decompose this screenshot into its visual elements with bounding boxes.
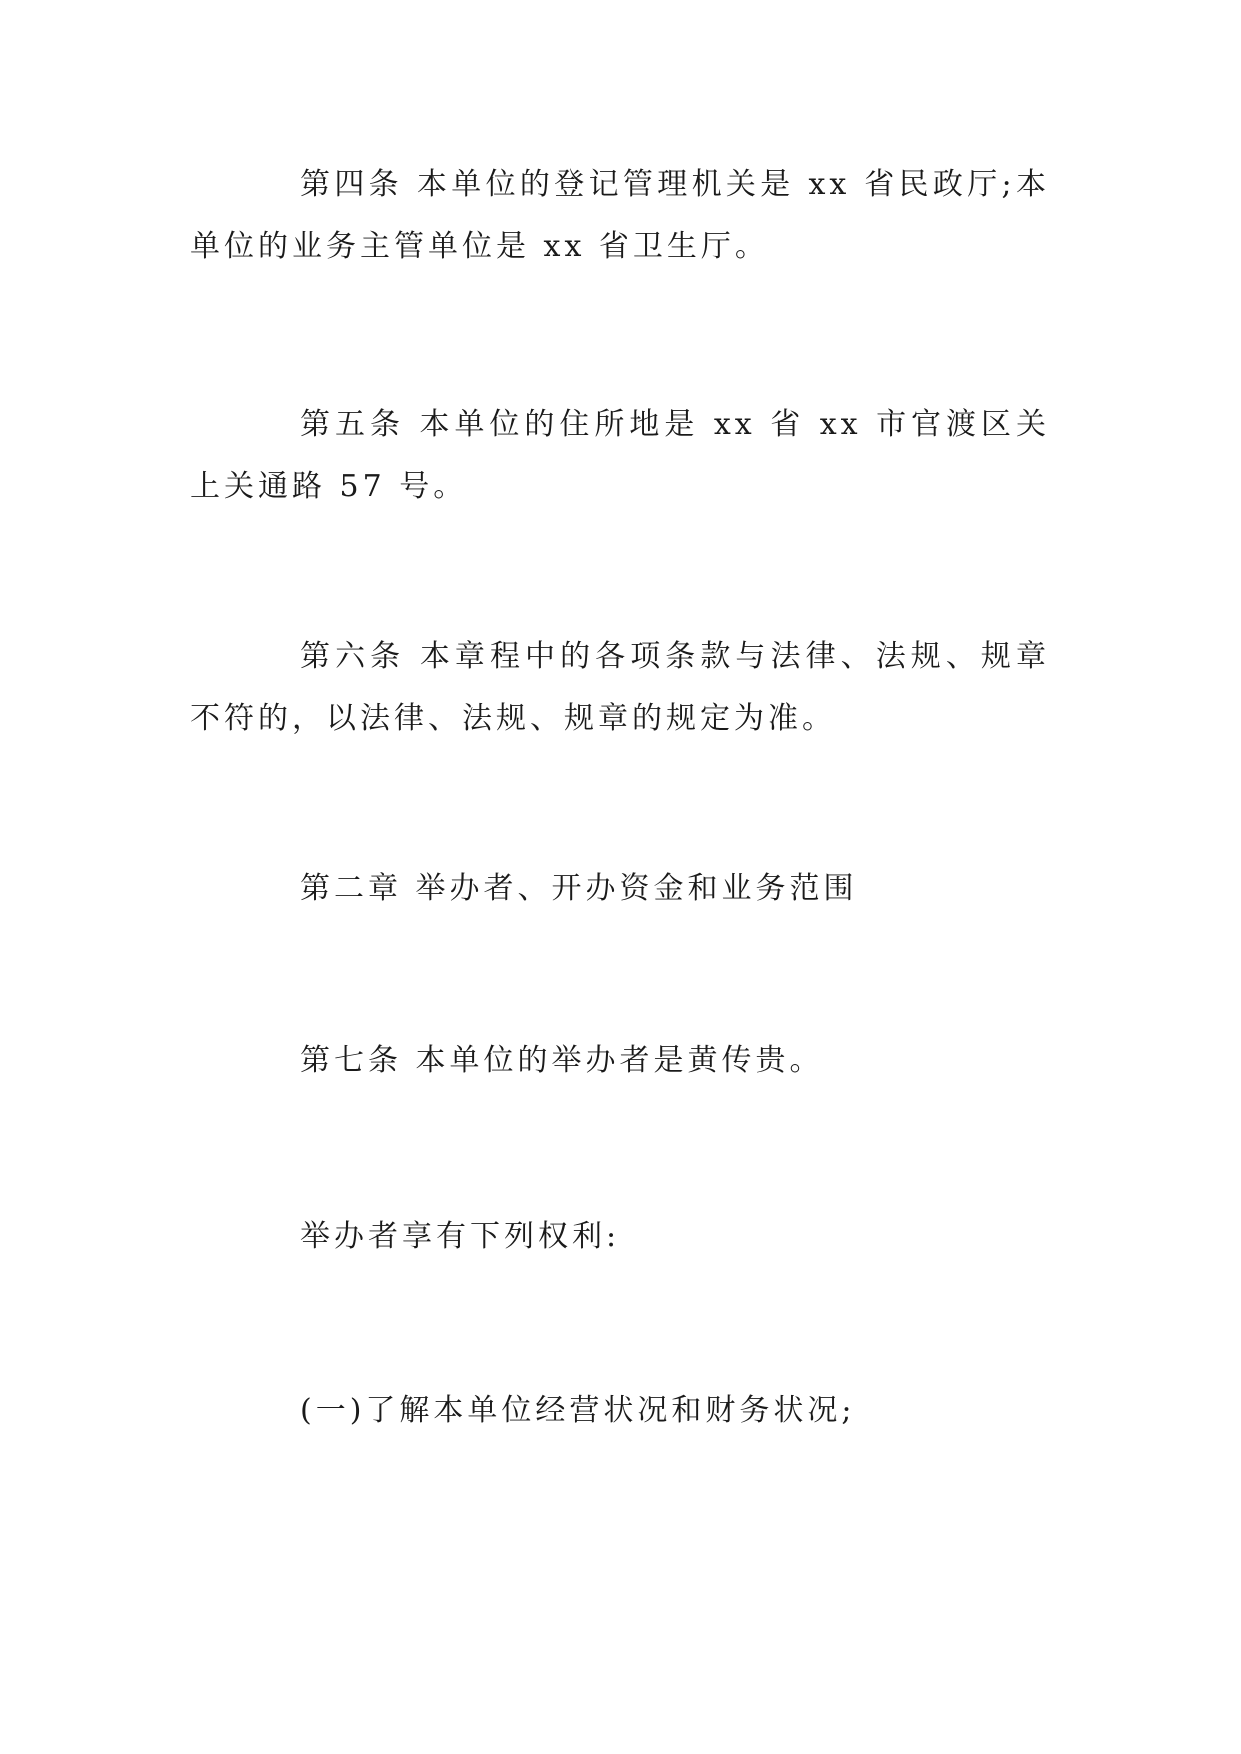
rights-intro-paragraph: 举办者享有下列权利: bbox=[300, 1219, 621, 1254]
article-7-paragraph: 第七条 本单位的举办者是黄传贵。 bbox=[300, 1043, 824, 1078]
article-6-paragraph: 第六条 本章程中的各项条款与法律、法规、规章不符的，以法律、法规、规章的规定为准。 bbox=[190, 639, 1050, 736]
rights-item-1-paragraph: (一)了解本单位经营状况和财务状况; bbox=[300, 1393, 856, 1428]
article-4-paragraph: 第四条 本单位的登记管理机关是 xx 省民政厅;本单位的业务主管单位是 xx 省卫生厅。 bbox=[190, 167, 1050, 264]
chapter-2-heading: 第二章 举办者、开办资金和业务范围 bbox=[300, 871, 858, 906]
article-5-paragraph: 第五条 本单位的住所地是 xx 省 xx 市官渡区关上关通路 57 号。 bbox=[190, 407, 1050, 504]
